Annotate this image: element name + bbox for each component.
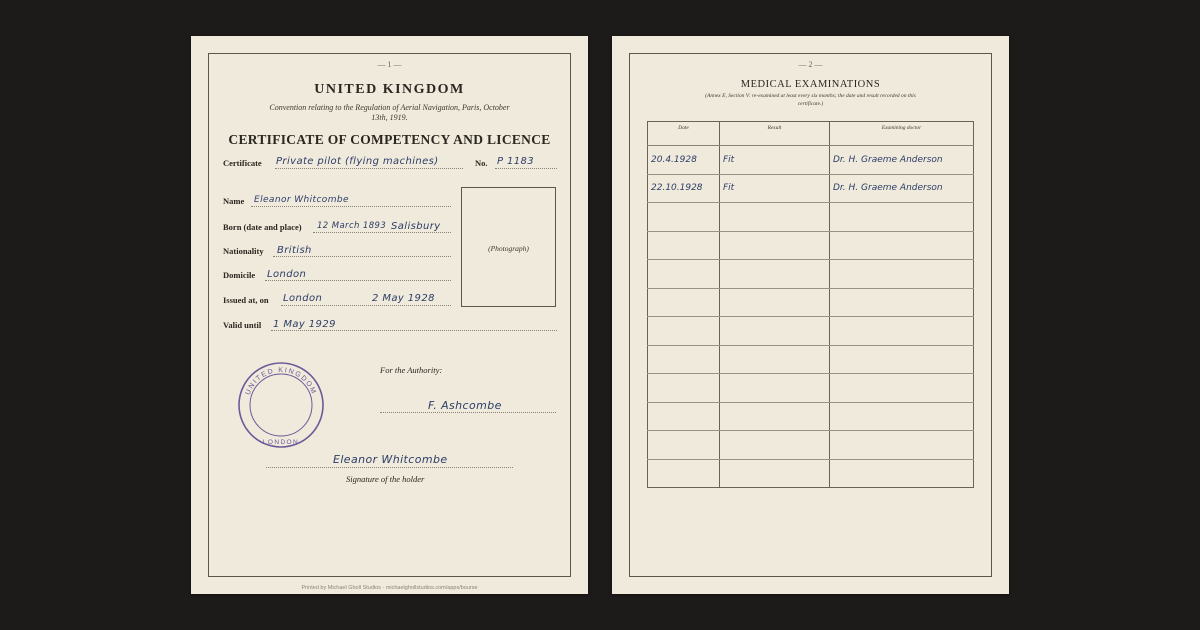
doctor-cell [830,345,974,374]
date-cell [648,260,720,289]
result-cell [720,231,830,260]
medical-table-header [648,122,974,146]
page-number: — 2 — [798,60,823,69]
result-cell [720,431,830,460]
issued-place: London [283,293,323,304]
table-row [648,374,974,403]
date-cell [648,288,720,317]
doctor-cell [830,374,974,403]
table-row [648,174,974,203]
result-cell [720,459,830,488]
result-cell [720,260,830,289]
doctor-cell [830,288,974,317]
result-cell [720,317,830,346]
table-row [648,231,974,260]
valid-line [271,330,557,331]
doctor-cell: Dr. H. Graeme Anderson [830,146,974,175]
table-row [648,345,974,374]
doctor-cell [830,402,974,431]
issued-label: Issued at, on [223,295,269,305]
certificate-value: Private pilot (flying machines) [276,156,439,167]
stamp-bottom-label: LONDON [262,439,300,446]
name-value: Eleanor Whitcombe [254,195,349,205]
table-row [648,260,974,289]
holder-signature-line [266,467,513,468]
authority-signature-line [380,412,556,413]
nationality-label: Nationality [223,246,264,256]
table-row [648,402,974,431]
number-line [495,168,557,169]
nationality-value: British [277,245,312,256]
table-row [648,146,974,175]
result-cell [720,345,830,374]
convention-text: Convention relating to the Regulation of Aerial Navigation, Paris, October 13th, 1919. [269,103,510,122]
date-cell [648,459,720,488]
photograph-box [461,187,556,307]
table-row [648,203,974,232]
name-line [251,206,451,207]
authority-label: For the Authority: [380,365,443,375]
licence-page-2 [612,36,1009,594]
date-cell: 20.4.1928 [648,146,720,175]
date-cell [648,431,720,460]
certificate-title: CERTIFICATE OF COMPETENCY AND LICENCE [228,132,551,147]
doctor-cell: Dr. H. Graeme Anderson [830,174,974,203]
date-cell [648,402,720,431]
domicile-value: London [267,269,307,280]
holder-signature-label: Signature of the holder [346,474,425,484]
date-cell [648,317,720,346]
date-cell [648,203,720,232]
doctor-cell [830,431,974,460]
medical-note: (Annex E, Section V: re-examined at least every six months; the date and result recorded on this certificate.) [705,93,916,107]
born-label: Born (date and place) [223,222,302,232]
result-cell: Fit [720,146,830,175]
country-heading: UNITED KINGDOM [314,82,465,97]
number-value: P 1183 [497,156,535,167]
medical-table [647,121,974,488]
name-label: Name [223,196,245,206]
stamp-top-text: UNITED KINGDOM [244,366,318,397]
column-header-result: Result [720,122,830,146]
nationality-line [273,256,451,257]
table-row [648,317,974,346]
table-row [648,431,974,460]
result-cell [720,288,830,317]
holder-signature: Eleanor Whitcombe [333,453,448,466]
photograph-label: (Photograph) [488,244,529,253]
date-cell [648,374,720,403]
printer-footer: Printed by Michael Gholl Studios · michaelghollstudios.com/apps/bourse [301,585,478,591]
licence-page-1 [191,36,588,594]
issued-line [281,305,451,306]
authority-signature: F. Ashcombe [428,399,502,412]
page-number: — 1 — [377,60,402,69]
medical-title: MEDICAL EXAMINATIONS [740,79,881,90]
result-cell [720,374,830,403]
domicile-label: Domicile [223,270,256,280]
doctor-cell [830,203,974,232]
date-cell: 22.10.1928 [648,174,720,203]
result-cell [720,203,830,232]
number-label: No. [475,158,488,168]
valid-value: 1 May 1929 [273,319,336,330]
result-cell [720,402,830,431]
certificate-line [275,168,463,169]
table-row [648,459,974,488]
column-header-doctor: Examining doctor [830,122,974,146]
certificate-label: Certificate [223,158,262,168]
doctor-cell [830,231,974,260]
date-cell [648,345,720,374]
born-place: Salisbury [391,221,441,232]
born-date: 12 March 1893 [317,221,387,231]
domicile-line [265,280,451,281]
issued-date: 2 May 1928 [372,293,435,304]
doctor-cell [830,459,974,488]
result-cell: Fit [720,174,830,203]
valid-label: Valid until [223,320,262,330]
date-cell [648,231,720,260]
authority-stamp-icon [236,360,326,450]
born-line [313,232,451,233]
column-header-date: Date [648,122,720,146]
doctor-cell [830,260,974,289]
doctor-cell [830,317,974,346]
table-row [648,288,974,317]
